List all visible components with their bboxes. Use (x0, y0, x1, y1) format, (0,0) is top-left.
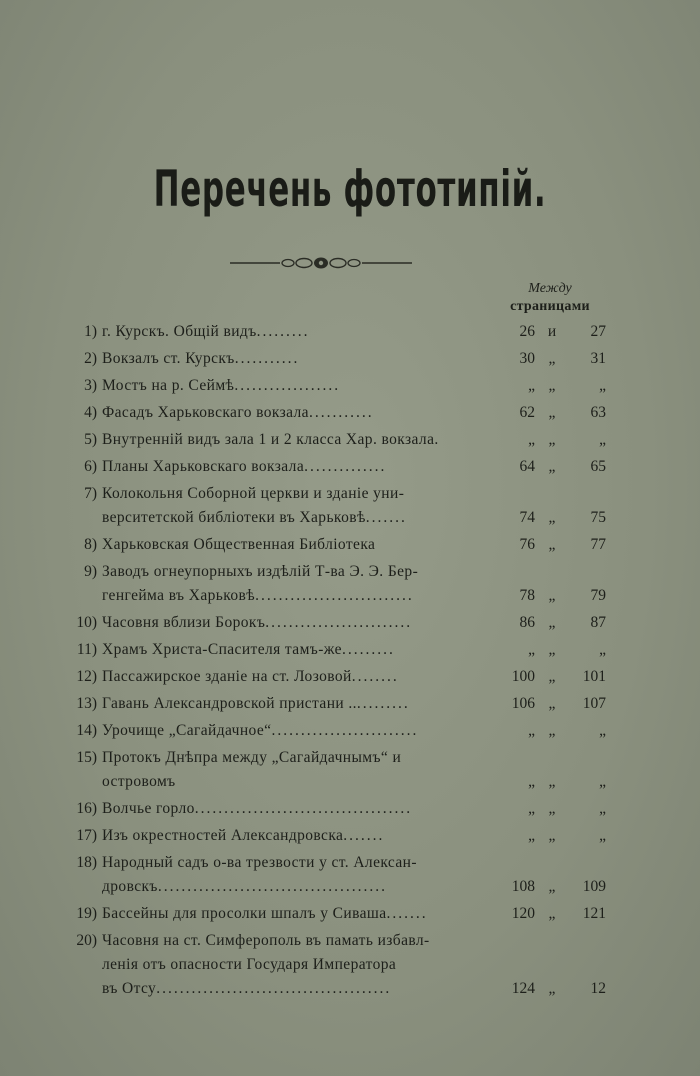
list-item (60, 638, 620, 662)
item-title-line (102, 929, 430, 953)
item-title-line (102, 482, 404, 506)
item-title-line (102, 824, 384, 848)
list-item (60, 560, 620, 608)
item-number: 8) (84, 536, 97, 553)
item-title-text: верситетской библіотеки въ Харьковѣ (102, 509, 366, 526)
dot-leader: ....................................... (157, 878, 387, 895)
list-item (60, 482, 620, 530)
list-item (60, 929, 620, 1001)
item-number: 10) (76, 614, 97, 631)
list-item (60, 401, 620, 425)
page-from: 124 (511, 980, 535, 997)
dot-leader: ........................... (255, 587, 414, 604)
item-title-text: Планы Харьковскаго вокзала (102, 458, 305, 475)
item-title-text: Храмъ Христа-Спасителя тамъ-же (102, 641, 342, 658)
item-number: 5) (84, 431, 97, 448)
page-from: 120 (511, 905, 535, 922)
page-to: „ (599, 431, 606, 448)
page-from: 76 (519, 536, 535, 553)
page-separator: „ (548, 431, 556, 448)
dot-leader: ....... (365, 509, 407, 526)
page-to: 27 (590, 323, 606, 340)
page-from: „ (528, 800, 535, 817)
page-from: „ (528, 827, 535, 844)
item-title-text: Вокзалъ ст. Курскъ (102, 350, 235, 367)
item-title-line (102, 506, 407, 530)
item-title-text: Протокъ Днѣпра между „Сагайдачнымъ“ и (102, 749, 402, 766)
item-title-text: Народный садъ о-ва трезвости у ст. Алексан- (102, 854, 417, 871)
item-title-line (102, 347, 299, 371)
page-to: 107 (582, 695, 606, 712)
item-title-text: Внутренній видъ зала 1 и 2 класса Хар. вокзала. (102, 431, 439, 448)
page-from: 30 (519, 350, 535, 367)
item-title-text: Гавань Александровской пристани .. (102, 695, 357, 712)
item-number: 12) (76, 668, 97, 685)
item-number: 9) (84, 563, 97, 580)
page-to: „ (599, 641, 606, 658)
item-title-text: въ Отсу (102, 980, 157, 997)
page-title: Перечень фототипій. (153, 160, 547, 218)
item-number: 7) (84, 485, 97, 502)
column-header-between: Между (528, 281, 572, 296)
item-number: 13) (76, 695, 97, 712)
dot-leader: ....... (386, 905, 428, 922)
item-title-line (102, 746, 401, 770)
page-to: „ (599, 773, 606, 790)
item-title-line (102, 455, 386, 479)
item-title-line (102, 320, 310, 344)
item-number: 17) (76, 827, 97, 844)
page-separator: „ (548, 377, 556, 394)
item-title-line (102, 902, 428, 926)
page-to: „ (599, 827, 606, 844)
page-to: 63 (590, 404, 606, 421)
item-number: 18) (76, 854, 97, 871)
page-to: 75 (590, 509, 606, 526)
item-number: 1) (84, 323, 97, 340)
page-from: „ (528, 377, 535, 394)
page-separator: „ (548, 641, 556, 658)
item-title-line (102, 638, 395, 662)
dot-leader: ......... (256, 323, 310, 340)
dot-leader: ........... (308, 404, 374, 421)
item-title-line (102, 611, 412, 635)
page-from: 100 (511, 668, 535, 685)
list-item (60, 455, 620, 479)
page-separator: „ (548, 404, 556, 421)
item-title-text: Харьковская Общественная Библіотека (102, 536, 376, 553)
dot-leader: ......... (356, 695, 410, 712)
page-from: 86 (519, 614, 535, 631)
page-separator: „ (548, 827, 556, 844)
page-to: 79 (590, 587, 606, 604)
page-from: 26 (519, 323, 535, 340)
page-to: 12 (590, 980, 606, 997)
item-title-text: Часовня на ст. Симферополь въ памать избавл- (102, 932, 430, 949)
page-separator: „ (548, 350, 556, 367)
dot-leader: ......................... (265, 614, 413, 631)
item-number: 15) (76, 749, 97, 766)
page-separator: „ (548, 536, 556, 553)
page-from: „ (528, 641, 535, 658)
page-separator: „ (548, 905, 556, 922)
list-item (60, 719, 620, 743)
page-to: 87 (590, 614, 606, 631)
item-title-text: дровскъ (102, 878, 158, 895)
decorative-divider (230, 255, 412, 271)
item-title-line (102, 560, 418, 584)
page-from: „ (528, 431, 535, 448)
item-number: 20) (76, 932, 97, 949)
item-title-line (102, 665, 399, 689)
item-number: 4) (84, 404, 97, 421)
dot-leader: ........ (351, 668, 399, 685)
list-item (60, 611, 620, 635)
column-header-pages: страницами (510, 299, 590, 314)
page-from: 108 (511, 878, 535, 895)
list-item (60, 533, 620, 557)
item-title-text: генгейма въ Харьковѣ (102, 587, 256, 604)
item-number: 11) (76, 641, 97, 658)
list-item (60, 851, 620, 899)
item-number: 6) (84, 458, 97, 475)
item-title-text: Фасадъ Харьковскаго вокзала (102, 404, 309, 421)
item-title-text: ленія отъ опасности Государя Императора (102, 956, 397, 973)
item-title-line (102, 584, 414, 608)
item-number: 2) (84, 350, 97, 367)
item-number: 3) (84, 377, 97, 394)
dot-leader: ........................................ (156, 980, 392, 997)
list-item (60, 347, 620, 371)
item-number: 16) (76, 800, 97, 817)
dot-leader: ..................................... (194, 800, 413, 817)
item-title-text: островомъ (102, 773, 176, 790)
list-item (60, 746, 620, 794)
page-to: 109 (582, 878, 606, 895)
item-title-text: Изъ окрестностей Александровска (102, 827, 344, 844)
page-separator: „ (548, 800, 556, 817)
item-title-text: Часовня вблизи Борокъ (102, 614, 266, 631)
page-to: „ (599, 800, 606, 817)
dot-leader: .................. (234, 377, 341, 394)
item-title-text: Бассейны для просолки шпалъ у Сиваша (102, 905, 387, 922)
item-number: 14) (76, 722, 97, 739)
page-to: 65 (590, 458, 606, 475)
dot-leader: .............. (304, 458, 387, 475)
page-from: „ (528, 722, 535, 739)
item-title-line (102, 875, 387, 899)
page-separator: „ (548, 509, 556, 526)
item-title-line (102, 770, 176, 794)
page-separator: „ (548, 695, 556, 712)
list-item (60, 902, 620, 926)
dot-leader: ....... (343, 827, 385, 844)
list-item (60, 692, 620, 716)
page-from: 64 (519, 458, 535, 475)
dot-leader: ........... (234, 350, 300, 367)
page-separator: „ (548, 668, 556, 685)
item-title-line (102, 533, 375, 557)
page-from: 62 (519, 404, 535, 421)
list-item (60, 797, 620, 821)
page-to: 31 (590, 350, 606, 367)
item-title-line (102, 797, 412, 821)
list-item (60, 374, 620, 398)
item-title-text: Волчье горло (102, 800, 195, 817)
list-item (60, 824, 620, 848)
list-item (60, 428, 620, 452)
item-title-text: Заводъ огнеупорныхъ издѣлій Т-ва Э. Э. Бер- (102, 563, 419, 580)
page-separator: „ (548, 614, 556, 631)
page-separator: „ (548, 722, 556, 739)
page-from: 78 (519, 587, 535, 604)
page-separator: „ (548, 980, 556, 997)
item-title-line (102, 977, 391, 1001)
list-item (60, 665, 620, 689)
page-separator: „ (548, 878, 556, 895)
page-from: 106 (511, 695, 535, 712)
page-to: „ (599, 377, 606, 394)
page-separator: „ (548, 773, 556, 790)
item-title-text: Мостъ на р. Сеймѣ (102, 377, 235, 394)
page-to: 121 (582, 905, 606, 922)
item-title-text: Урочище „Сагайдачное“ (102, 722, 272, 739)
column-header (496, 280, 604, 316)
item-title-line (102, 851, 417, 875)
item-title-text: Колокольня Соборной церкви и зданіе уни- (102, 485, 405, 502)
item-title-line (102, 401, 374, 425)
page-from: „ (528, 773, 535, 790)
item-title-line (102, 428, 439, 452)
item-title-line (102, 374, 340, 398)
page-to: 101 (582, 668, 606, 685)
page-to: 77 (590, 536, 606, 553)
dot-leader: ......... (341, 641, 395, 658)
item-title-text: Пассажирское зданіе на ст. Лозовой (102, 668, 352, 685)
list-item (60, 320, 620, 344)
item-title-text: г. Курскъ. Общій видъ (102, 323, 257, 340)
page-separator: „ (548, 458, 556, 475)
item-title-line (102, 719, 418, 743)
dot-leader: ......................... (271, 722, 419, 739)
page-to: „ (599, 722, 606, 739)
item-title-line (102, 692, 410, 716)
item-number: 19) (76, 905, 97, 922)
page-separator: и (547, 323, 557, 340)
page-from: 74 (519, 509, 535, 526)
item-title-line (102, 953, 396, 977)
page-separator: „ (548, 587, 556, 604)
